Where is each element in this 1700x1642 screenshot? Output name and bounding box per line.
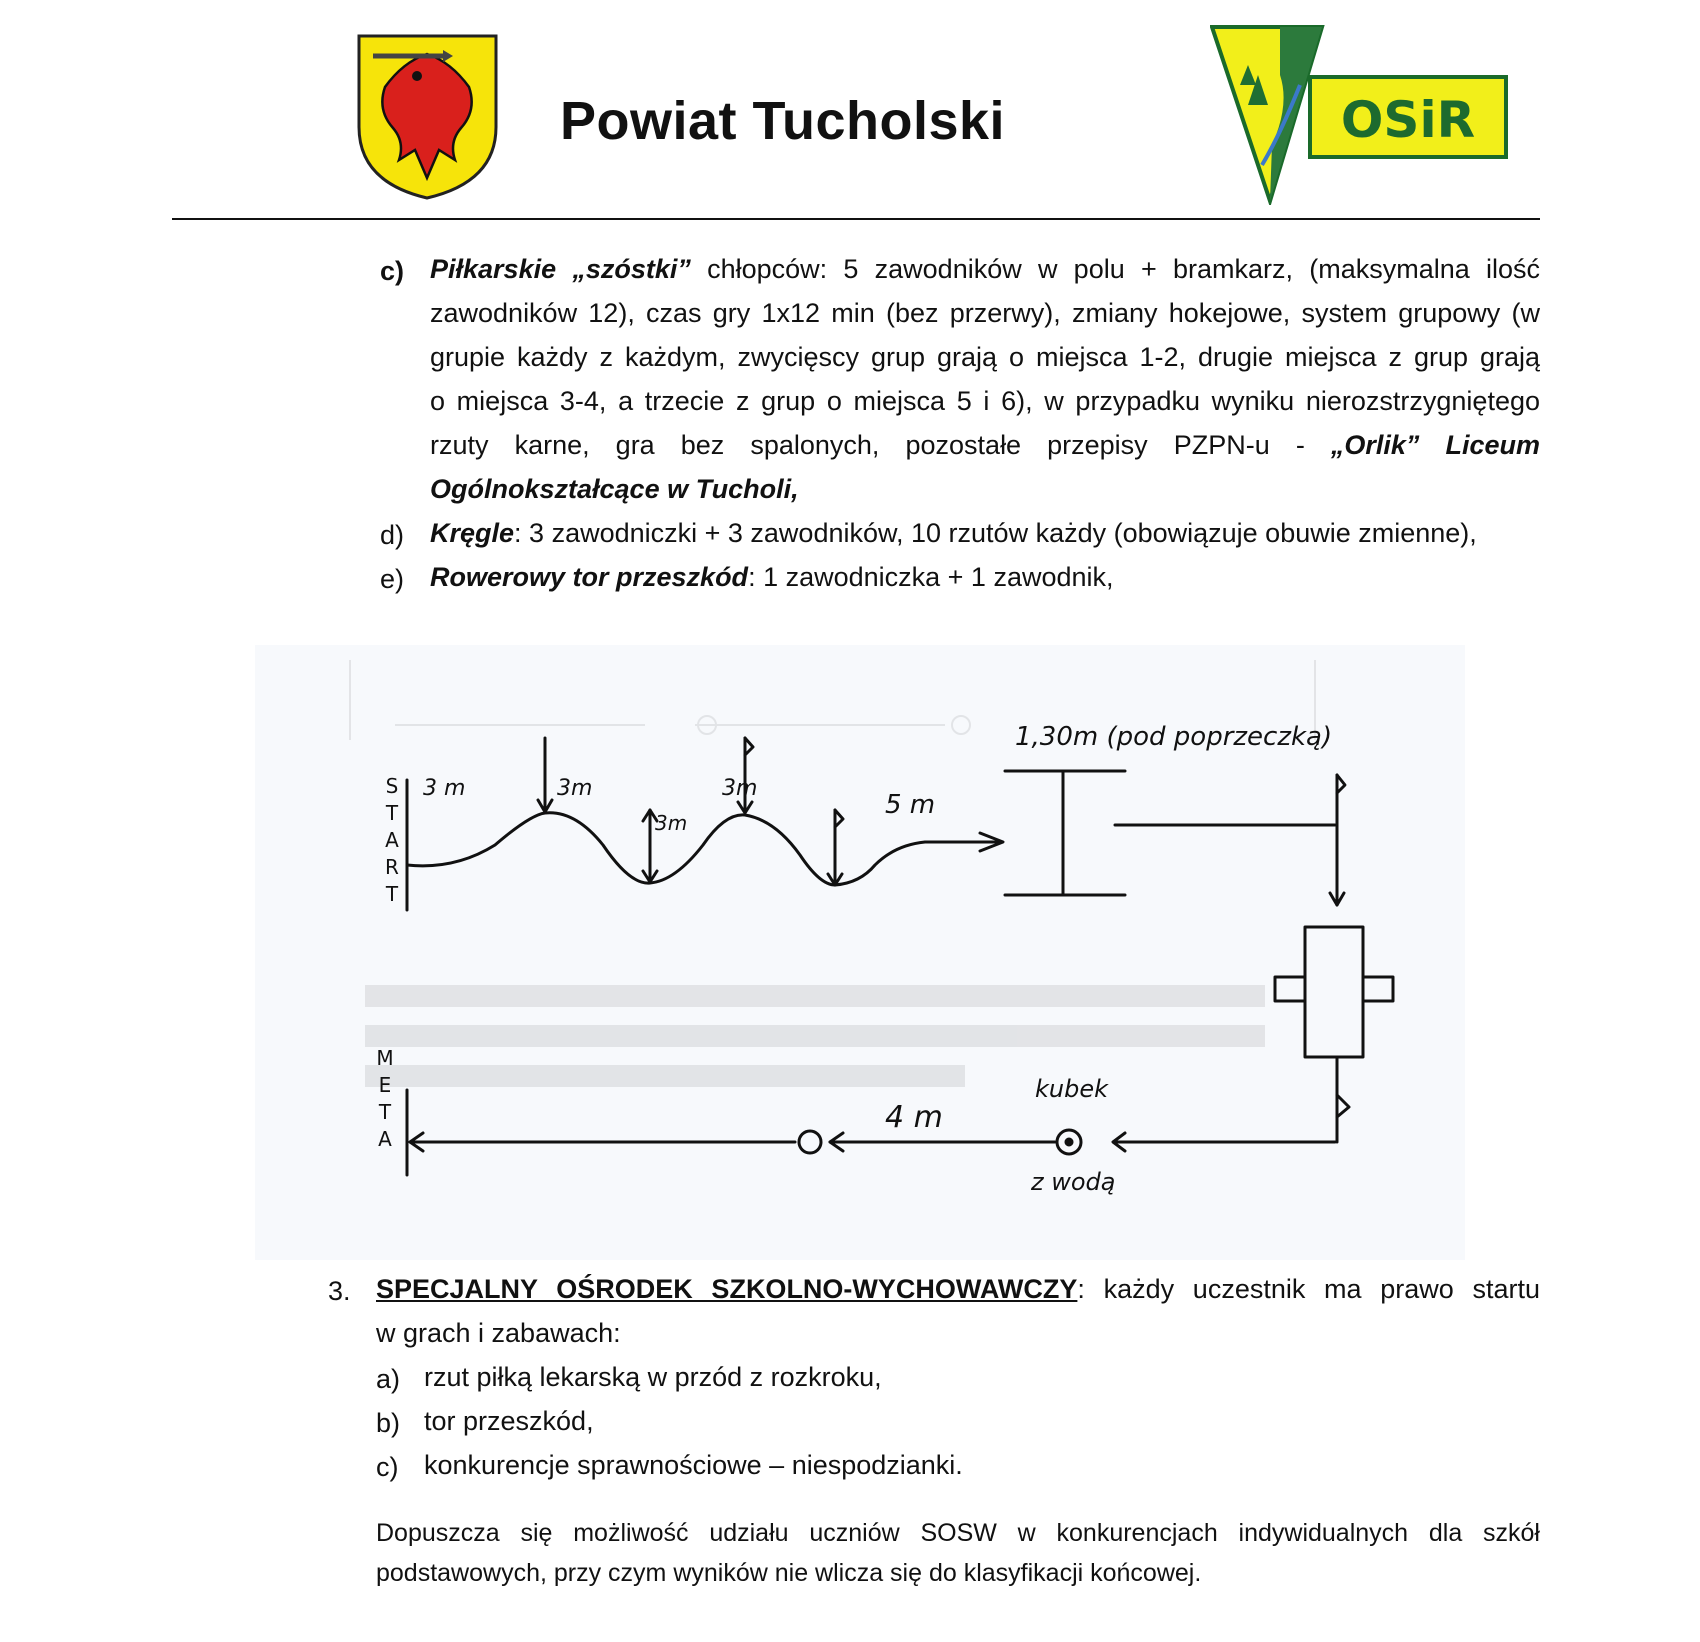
distance-label-4: 3m bbox=[722, 776, 758, 801]
section-c-line-3: grupie każdy z każdym, zwycięscy grup grają o miejsca 1-2, drugie miejsca z grup grają bbox=[430, 342, 1540, 372]
note-line-2: podstawowych, przy czym wyników nie wlicza się do klasyfikacji końcowej. bbox=[376, 1559, 1202, 1587]
section-3-item-label-a: a) bbox=[376, 1364, 401, 1394]
page-title: Powiat Tucholski bbox=[560, 91, 1006, 151]
section-c-venue-a: „Orlik” Liceum bbox=[1330, 430, 1540, 460]
section-3-item-c: konkurencje sprawnościowe – niespodzianki. bbox=[424, 1450, 963, 1480]
water-label: z wodą bbox=[1031, 1168, 1116, 1196]
section-d-title: Kręgle bbox=[430, 518, 515, 548]
section-3-number: 3. bbox=[328, 1276, 351, 1306]
section-3-line-2: w grach i zabawach: bbox=[376, 1318, 621, 1348]
section-3-text-1: : każdy uczestnik ma prawo startu bbox=[1077, 1274, 1540, 1304]
section-e-text: : 1 zawodniczka + 1 zawodnik, bbox=[748, 562, 1114, 592]
start-letter-a: A bbox=[385, 828, 399, 852]
section-c-venue-b: Ogólnokształcące w Tucholi, bbox=[430, 474, 799, 504]
section-e-line bbox=[430, 555, 1114, 599]
section-c-line-1 bbox=[430, 247, 1540, 291]
start-letter-r: R bbox=[385, 855, 399, 879]
section-d-text: : 3 zawodniczki + 3 zawodników, 10 rzutów każdy (obowiązuje obuwie zmienne), bbox=[514, 518, 1477, 548]
cup-label: kubek bbox=[1035, 1075, 1109, 1103]
item-label-c: c) bbox=[380, 256, 405, 286]
bar-height-label: 1,30m (pod poprzeczką) bbox=[1015, 722, 1333, 752]
section-c-text-5: rzuty karne, gra bez spalonych, pozostałe przepisy PZPN-u - bbox=[430, 430, 1331, 460]
section-d-line bbox=[430, 511, 1477, 555]
section-e-title: Rowerowy tor przeszkód bbox=[430, 562, 749, 592]
distance-label-2: 3m bbox=[557, 776, 593, 801]
section-3-item-b: tor przeszkód, bbox=[424, 1406, 594, 1436]
note-line-1: Dopuszcza się możliwość udziału uczniów SOSW w konkurencjach indywidualnych dla szkół bbox=[376, 1519, 1540, 1547]
start-letter-t: T bbox=[385, 801, 399, 825]
section-c-text-1: chłopców: 5 zawodników w polu + bramkarz, (maksymalna ilość bbox=[690, 254, 1540, 284]
distance-label-3: 3m bbox=[655, 811, 688, 835]
section-3-item-a: rzut piłką lekarską w przód z rozkroku, bbox=[424, 1362, 882, 1392]
section-3-title: SPECJALNY OŚRODEK SZKOLNO-WYCHOWAWCZY bbox=[376, 1274, 1078, 1304]
section-c-title: Piłkarskie „szóstki” bbox=[430, 254, 691, 284]
distance-label-1: 3 m bbox=[423, 776, 466, 801]
start-letter-t2: T bbox=[385, 882, 399, 906]
finish-letter-e: E bbox=[378, 1073, 392, 1097]
distance-label-4m: 4 m bbox=[885, 1100, 943, 1135]
section-3-item-label-b: b) bbox=[376, 1408, 401, 1438]
obstacle-course-diagram bbox=[255, 645, 1465, 1265]
start-letter-s: S bbox=[385, 774, 399, 798]
section-3-item-label-c: c) bbox=[376, 1452, 399, 1482]
section-3-line-1 bbox=[376, 1267, 1540, 1311]
osir-logo bbox=[1210, 25, 1510, 210]
finish-letter-m: M bbox=[376, 1046, 394, 1070]
item-label-e: e) bbox=[380, 564, 405, 594]
finish-letter-a: A bbox=[378, 1127, 392, 1151]
item-label-d: d) bbox=[380, 520, 405, 550]
distance-label-5: 5 m bbox=[885, 790, 936, 820]
section-c-line-4: o miejsca 3-4, a trzecie z grup o miejsca 5 i 6), w przypadku wyniku nierozstrzygniętego bbox=[430, 386, 1540, 416]
osir-logo-text: OSiR bbox=[1340, 91, 1476, 149]
finish-letter-t: T bbox=[378, 1100, 392, 1124]
section-c-line-5 bbox=[430, 423, 1540, 467]
section-c-line-2: zawodników 12), czas gry 1x12 min (bez przerwy), zmiany hokejowe, system grupowy (w bbox=[430, 298, 1540, 328]
coat-of-arms-logo bbox=[355, 32, 500, 207]
header-divider bbox=[172, 218, 1540, 220]
